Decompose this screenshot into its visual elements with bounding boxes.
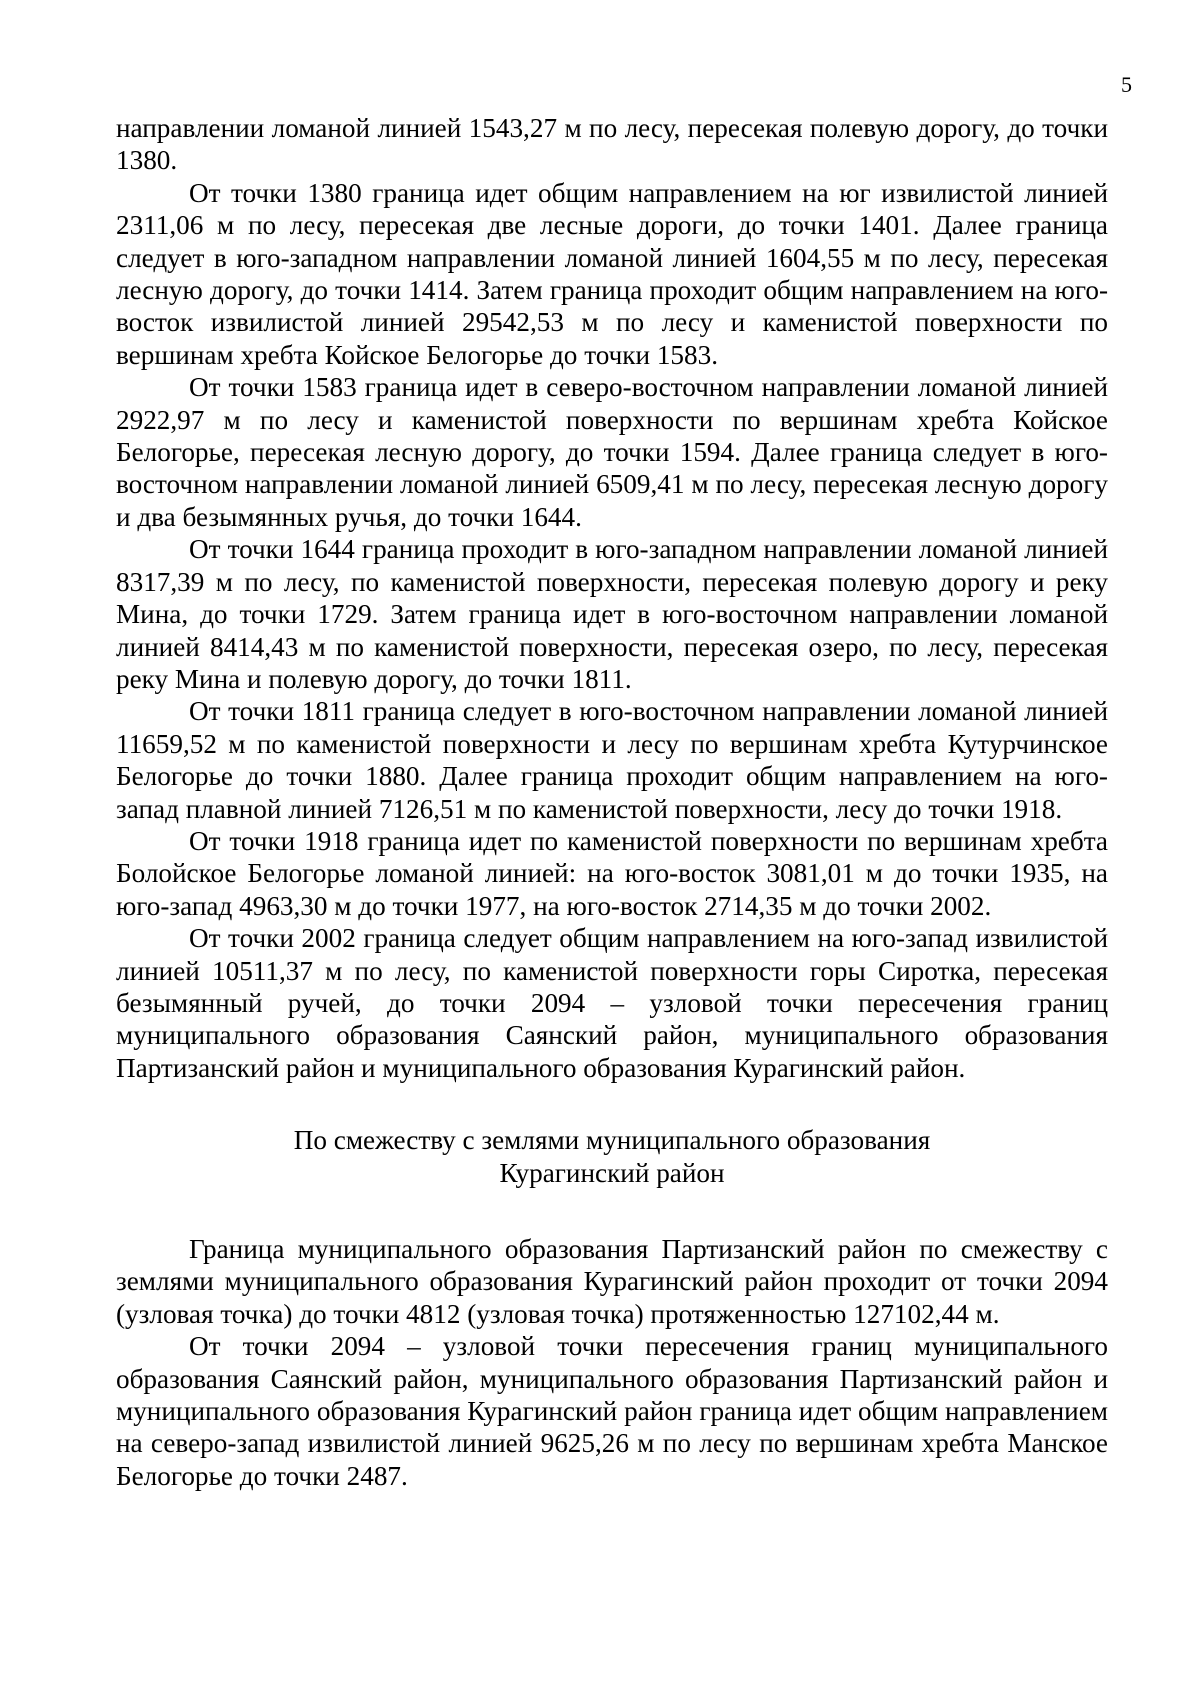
document-body xyxy=(116,112,1108,1492)
paragraph: Граница муниципального образования Партизанский район по смежеству с землями муниципального образования Курагинский район проходит от точки 2094 (узловая точка) до точки 4812 (узловая точка) протяженностью 127102,44 м. xyxy=(116,1234,1108,1329)
paragraph: От точки 1811 граница следует в юго-восточном направлении ломаной линией 11659,52 м по каменистой поверхности и лесу по вершинам хребта Кутурчинское Белогорье до точки 1880. Далее граница проходит общим направлением на юго-запад плавной линией 7126,51 м по каменистой поверхности, лесу до точки 1918. xyxy=(116,696,1108,824)
section-heading-line2: Курагинский район xyxy=(499,1157,725,1188)
section-heading xyxy=(116,1124,1108,1189)
paragraph: От точки 2002 граница следует общим направлением на юго-запад извилистой линией 10511,37 м по лесу, по каменистой поверхности горы Сиротка, пересекая безымянный ручей, до точки 2094 – узловой точки пересечения границ муниципального образования Саянский район, муниципального образования Партизанский район и муниципального образования Курагинский район. xyxy=(116,923,1108,1083)
paragraph: От точки 2094 – узловой точки пересечения границ муниципального образования Саянский район, муниципального образования Партизанский район и муниципального образования Курагинский район граница идет общим направлением на северо-запад извилистой линией 9625,26 м по лесу по вершинам хребта Манское Белогорье до точки 2487. xyxy=(116,1331,1108,1491)
section-heading-line1: По смежеству с землями муниципального образования xyxy=(293,1125,931,1156)
paragraph: От точки 1918 граница идет по каменистой поверхности по вершинам хребта Болойское Белогорье ломаной линией: на юго-восток 3081,01 м до точки 1935, на юго-запад 4963,30 м до точки 1977, на юго-восток 2714,35 м до точки 2002. xyxy=(116,825,1108,921)
paragraph: От точки 1644 граница проходит в юго-западном направлении ломаной линией 8317,39 м по лесу, по каменистой поверхности, пересекая полевую дорогу и реку Мина, до точки 1729. Затем граница идет в юго-восточном направлении ломаной линией 8414,43 м по каменистой поверхности, пересекая озеро, по лесу, пересекая реку Мина и полевую дорогу, до точки 1811. xyxy=(116,534,1108,694)
paragraph: От точки 1583 граница идет в северо-восточном направлении ломаной линией 2922,97 м по лесу и каменистой поверхности по вершинам хребта Койское Белогорье, пересекая лесную дорогу, до точки 1594. Далее граница следует в юго-восточном направлении ломаной линией 6509,41 м по лесу, пересекая лесную дорогу и два безымянных ручья, до точки 1644. xyxy=(116,372,1108,532)
paragraph: От точки 1380 граница идет общим направлением на юг извилистой линией 2311,06 м по лесу, пересекая две лесные дороги, до точки 1401. Далее граница следует в юго-западном направлении ломаной линией 1604,55 м по лесу, пересекая лесную дорогу, до точки 1414. Затем граница проходит общим направлением на юго-восток извилистой линией 29542,53 м по лесу и каменистой поверхности по вершинам хребта Койское Белогорье до точки 1583. xyxy=(116,177,1108,370)
page-number: 5 xyxy=(1121,72,1132,97)
paragraph-continuation: направлении ломаной линией 1543,27 м по лесу, пересекая полевую дорогу, до точки 1380. xyxy=(116,113,1108,176)
